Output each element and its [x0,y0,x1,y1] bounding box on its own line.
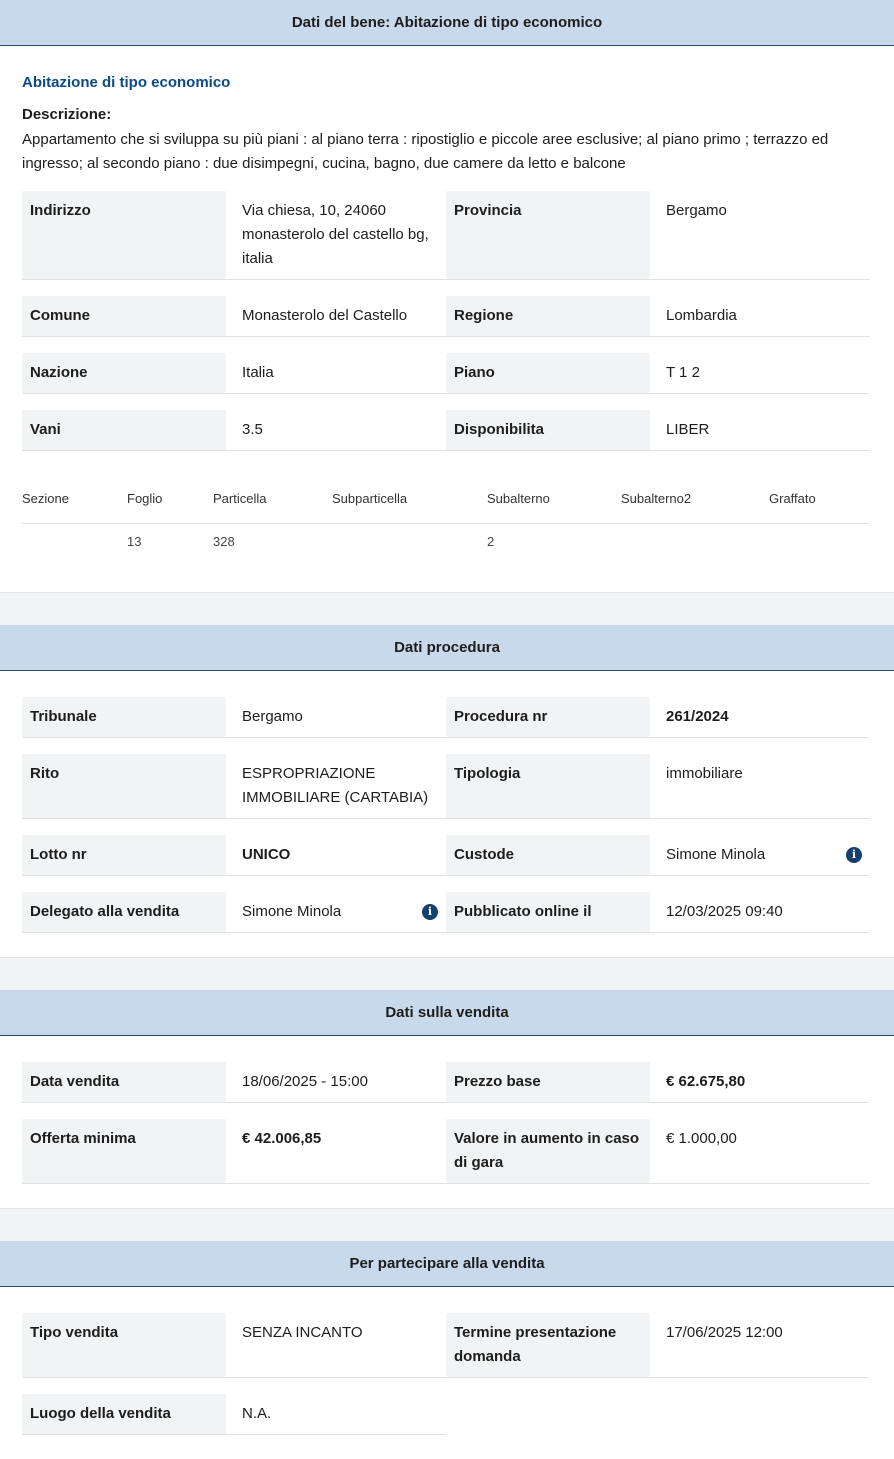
lotto-value: UNICO [226,835,446,876]
custode-info-icon[interactable]: i [846,847,862,863]
description-label: Descrizione: [22,106,112,123]
catasto-header-subparticella: Subparticella [332,491,408,506]
prezzo-base-label: Prezzo base [446,1062,650,1103]
lotto-label: Lotto nr [22,835,226,876]
section-dati-procedura [0,625,894,958]
section-partecipare [0,1241,894,1459]
vani-label: Vani [22,410,226,451]
nazione-value: Italia [226,353,446,394]
catasto-particella-value: 328 [213,534,235,549]
procedura-nr-value: 261/2024 [650,697,870,738]
comune-label: Comune [22,296,226,337]
tipo-vendita-label: Tipo vendita [22,1313,226,1378]
delegato-info-icon[interactable]: i [422,904,438,920]
delegato-label: Delegato alla vendita [22,892,226,933]
catasto-header-particella: Particella [213,491,267,506]
termine-presentazione-value: 17/06/2025 12:00 [650,1313,870,1378]
disponibilita-value: LIBER [650,410,870,451]
data-vendita-label: Data vendita [22,1062,226,1103]
data-vendita-value: 18/06/2025 - 15:00 [226,1062,446,1103]
luogo-vendita-label: Luogo della vendita [22,1394,226,1435]
section-dati-bene [0,0,894,593]
offerta-minima-label: Offerta minima [22,1119,226,1184]
section-dati-vendita [0,990,894,1209]
tipo-vendita-value: SENZA INCANTO [226,1313,446,1378]
piano-value: T 1 2 [650,353,870,394]
bene-subtitle: Abitazione di tipo economico [22,74,231,91]
catasto-header-subalterno: Subalterno [487,491,550,506]
catasto-header-graffato: Graffato [769,491,816,506]
tribunale-label: Tribunale [22,697,226,738]
rito-value: ESPROPRIAZIONE IMMOBILIARE (CARTABIA) [226,754,446,819]
procedura-nr-label: Procedura nr [446,697,650,738]
regione-label: Regione [446,296,650,337]
indirizzo-label: Indirizzo [22,191,226,280]
pubblicato-label: Pubblicato online il [446,892,650,933]
section-header: Per partecipare alla vendita [0,1241,894,1287]
luogo-vendita-value: N.A. [226,1394,446,1435]
delegato-value: Simone Minola [226,892,446,933]
catasto-divider [22,523,870,524]
custode-value: Simone Minola [650,835,870,876]
regione-value: Lombardia [650,296,870,337]
section-header: Dati sulla vendita [0,990,894,1036]
provincia-label: Provincia [446,191,650,280]
catasto-header-foglio: Foglio [127,491,163,506]
prezzo-base-value: € 62.675,80 [650,1062,870,1103]
pubblicato-value: 12/03/2025 09:40 [650,892,870,933]
valore-aumento-label: Valore in aumento in caso di gara [446,1119,650,1184]
section-header: Dati del bene: Abitazione di tipo economico [0,0,894,46]
comune-value: Monasterolo del Castello [226,296,446,337]
catasto-subalterno-value: 2 [487,534,495,549]
provincia-value: Bergamo [650,191,870,280]
valore-aumento-value: € 1.000,00 [650,1119,870,1184]
custode-label: Custode [446,835,650,876]
tipologia-label: Tipologia [446,754,650,819]
termine-presentazione-label: Termine presentazione domanda [446,1313,650,1378]
catasto-header-subalterno2: Subalterno2 [621,491,692,506]
vani-value: 3.5 [226,410,446,451]
piano-label: Piano [446,353,650,394]
catasto-header-sezione: Sezione [22,491,69,506]
disponibilita-label: Disponibilita [446,410,650,451]
indirizzo-value: Via chiesa, 10, 24060 monasterolo del castello bg, italia [226,191,446,280]
tribunale-value: Bergamo [226,697,446,738]
tipologia-value: immobiliare [650,754,870,819]
rito-label: Rito [22,754,226,819]
section-header: Dati procedura [0,625,894,671]
description-text: Appartamento che si sviluppa su più piani : al piano terra : ripostiglio e piccole aree esclusive; al piano primo ; terrazzo ed ingresso; al secondo piano : due disimpegni, cucina, bagno, due camere da letto e balcone [22,131,829,172]
offerta-minima-value: € 42.006,85 [226,1119,446,1184]
catasto-foglio-value: 13 [127,534,142,549]
nazione-label: Nazione [22,353,226,394]
